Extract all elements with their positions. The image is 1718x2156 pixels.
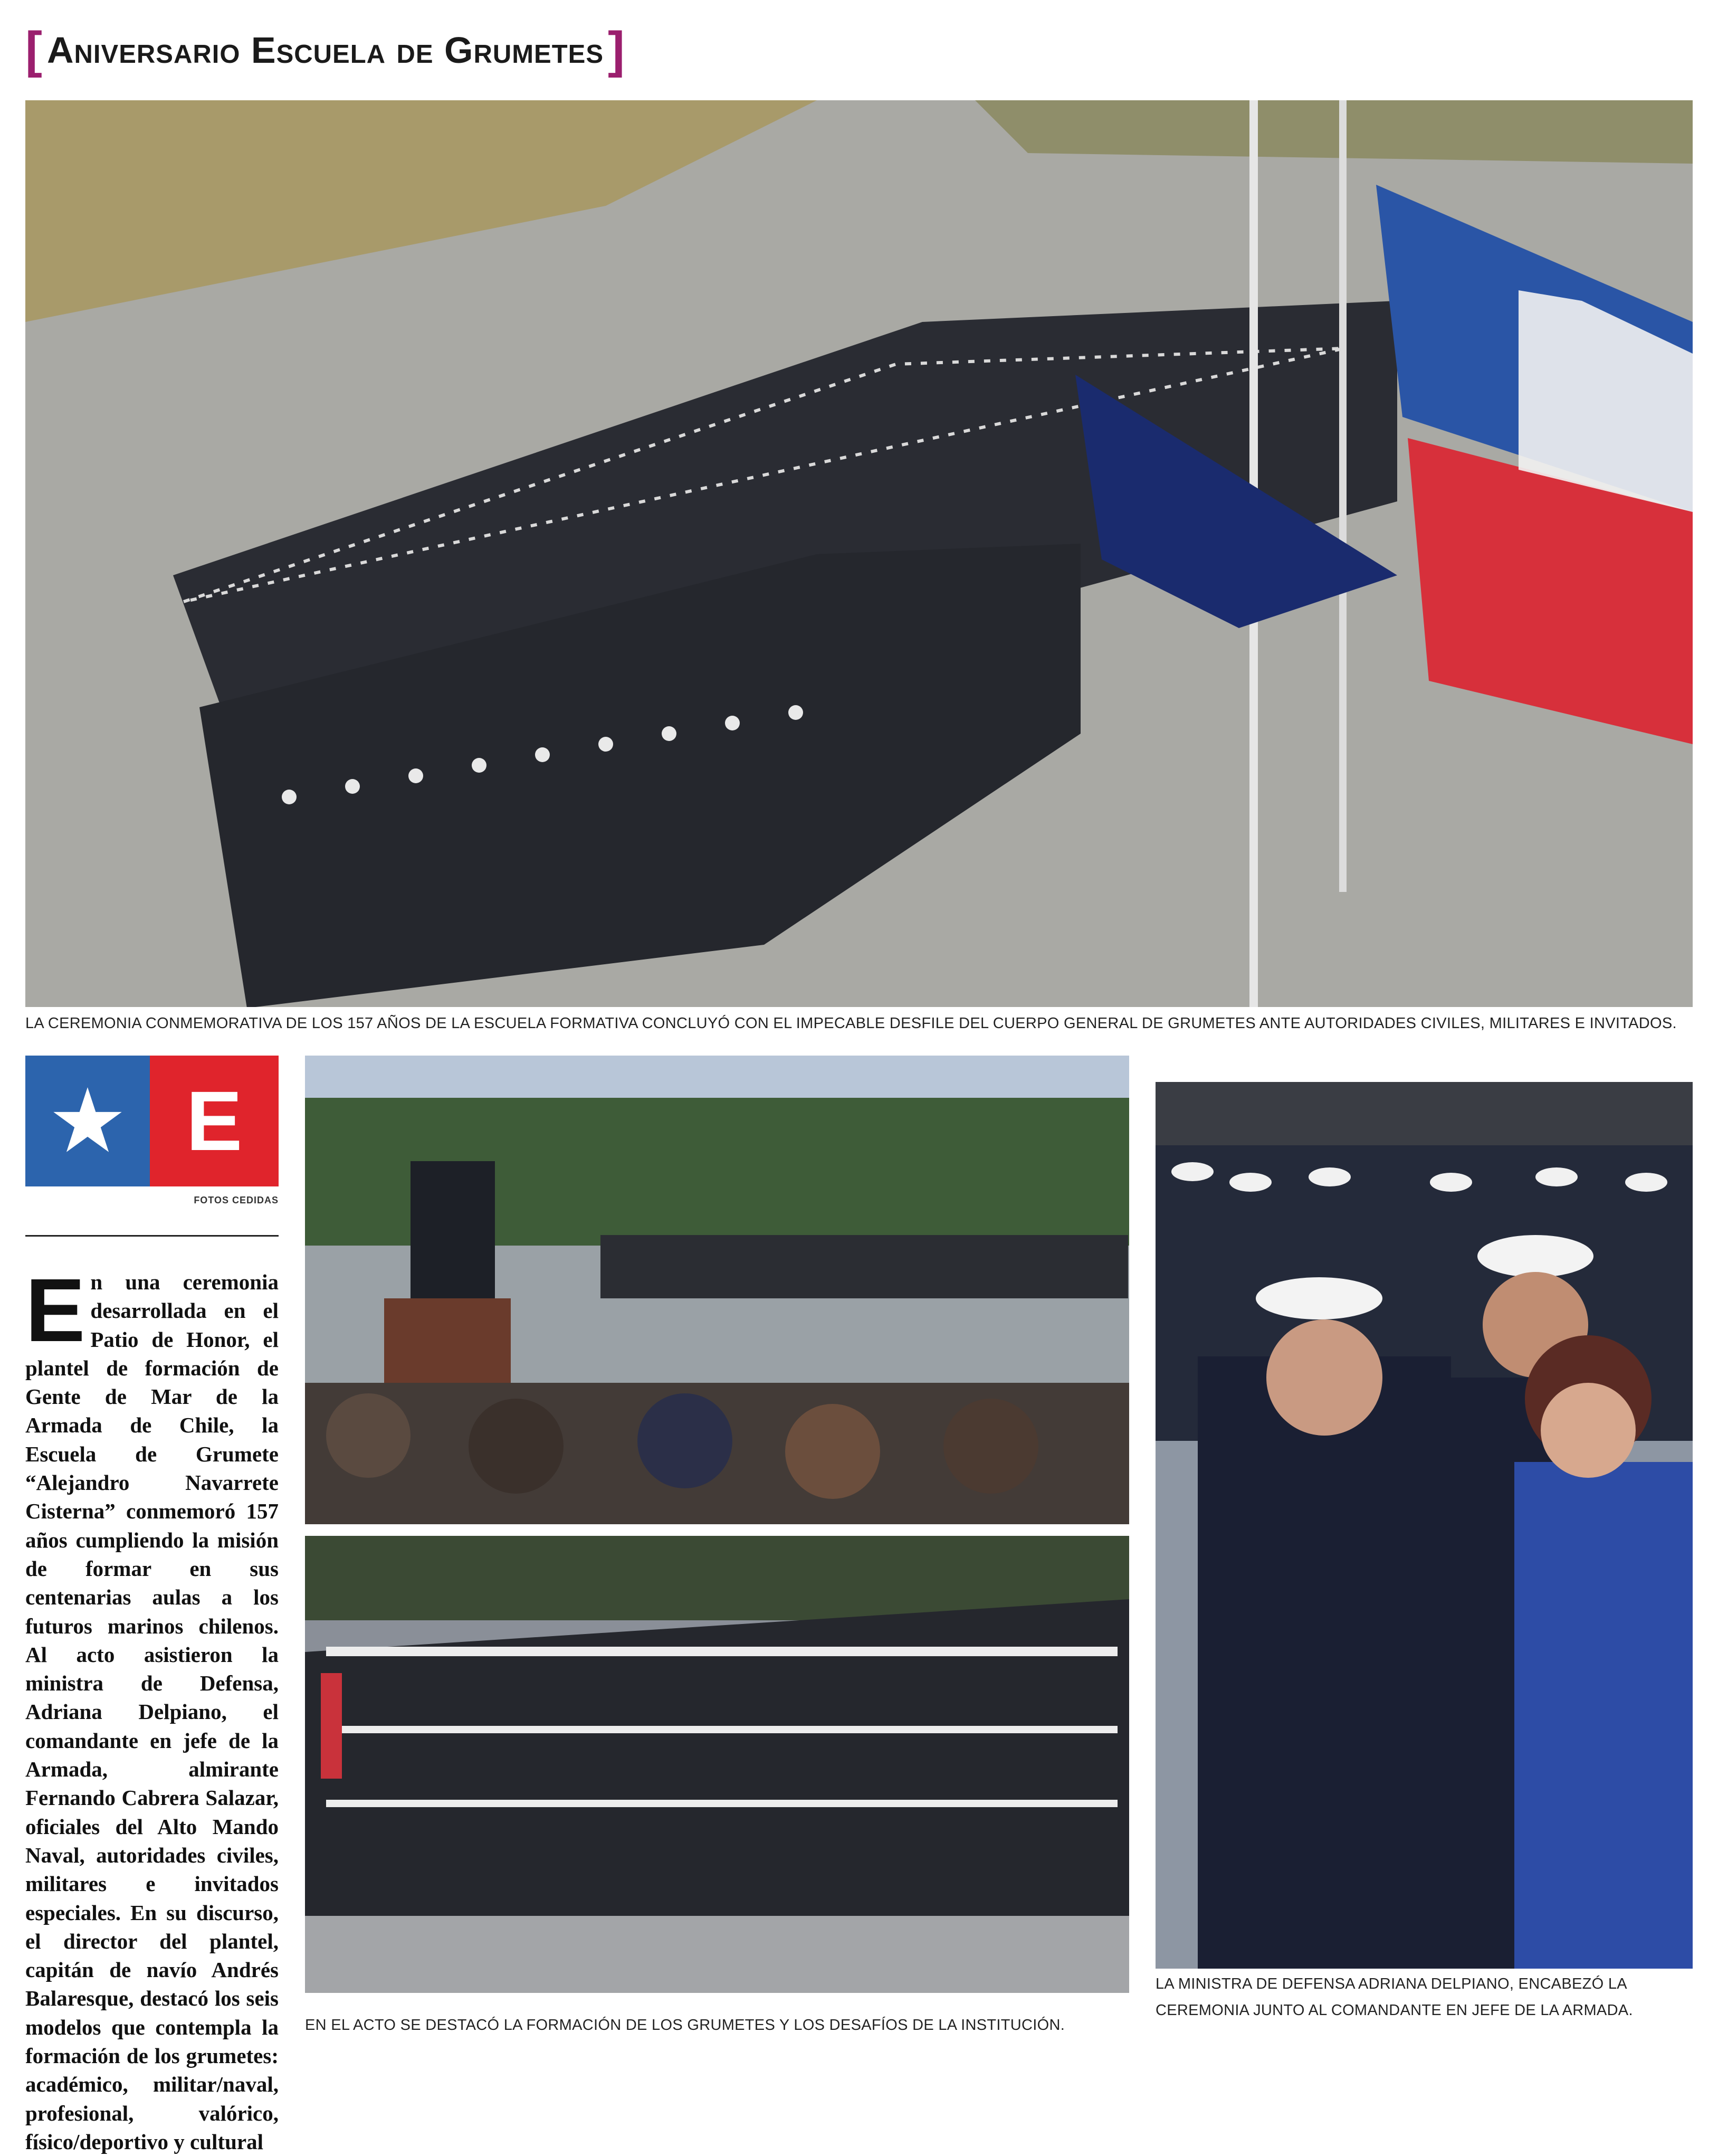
right-photo-minister [1156,1082,1693,1969]
newspaper-logo [25,1056,279,1186]
photo-credit: FOTOS CEDIDAS [194,1195,279,1205]
article-body [25,1260,279,2156]
header-bracket-right: ] [608,22,625,78]
header-bracket-left: [ [25,22,43,78]
logo-star-panel [25,1056,150,1186]
middle-photo-formation [305,1536,1129,1993]
star-icon: ★ [52,1077,123,1165]
middle-photo-speech [305,1056,1129,1524]
logo-letter-panel [150,1056,279,1186]
logo-letter: E [186,1074,243,1168]
main-photo-parade [25,100,1693,1007]
right-photo-caption-line2: CEREMONIA JUNTO AL COMANDANTE EN JEFE DE LA ARMADA. [1156,2002,1633,2019]
section-title: Aniversario Escuela de Grumetes [46,30,604,71]
section-header [25,21,625,79]
article-dropcap: E [25,1260,85,1361]
main-photo-caption: LA CEREMONIA CONMEMORATIVA DE LOS 157 AÑOS DE LA ESCUELA FORMATIVA CONCLUYÓ CON EL IMPECABLE DESFILE DEL CUERPO GENERAL DE GRUMETES ANTE AUTORIDADES CIVILES, MILITARES E INVITADOS. [25,1015,1677,1032]
article-text: n una ceremonia desarrollada en el Patio de Honor, el plantel de formación de Gente de Mar de la Armada de Chile, la Escuela de Grumete “Alejandro Navarrete Cisterna” conmemoró 157 años cumpliendo la misión de formar en sus centenarias aulas a los futuros marinos chilenos. Al acto asistieron la ministra de Defensa, Adriana Delpiano, el comandante en jefe de la Armada, almirante Fernando Cabrera Salazar, oficiales del Alto Mando Naval, autoridades civiles, militares e invitados especiales. En su discurso, el director del plantel, capitán de navío Andrés Balaresque, destacó los seis modelos que contempla la formación de los grumetes: académico, militar/naval, profesional, valórico, físico/deportivo y cultural [25,1270,279,2154]
divider-rule [25,1235,279,1237]
middle-photo-caption: EN EL ACTO SE DESTACÓ LA FORMACIÓN DE LOS GRUMETES Y LOS DESAFÍOS DE LA INSTITUCIÓN. [305,2017,1065,2034]
right-photo-caption-line1: LA MINISTRA DE DEFENSA ADRIANA DELPIANO, ENCABEZÓ LA [1156,1975,1627,1992]
